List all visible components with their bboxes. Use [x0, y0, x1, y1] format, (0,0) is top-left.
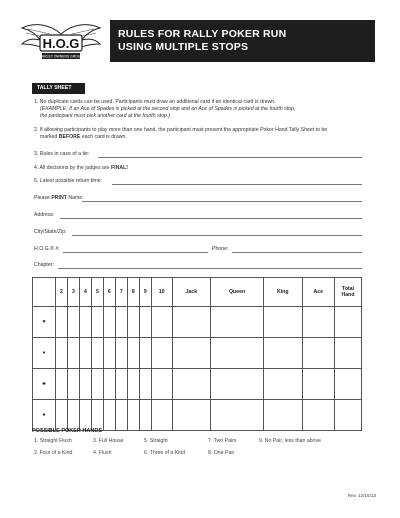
tally-cell[interactable]: [56, 400, 68, 431]
hand-item: 9. No Pair, less than above: [259, 438, 321, 444]
tally-cell[interactable]: [103, 338, 115, 369]
rule-5: 5. Latest possible return time:: [34, 178, 103, 184]
col-header: Queen: [211, 278, 264, 307]
hand-item: 8. One Pair: [208, 450, 235, 456]
rule-2-pre: marked: [40, 134, 59, 140]
rule-1-text: 1. No duplicate cards can be used. Participants must draw an additional card if an identical card is drawn.: [34, 99, 276, 105]
tally-cell[interactable]: [103, 369, 115, 400]
tally-cell[interactable]: [139, 307, 151, 338]
rule-4-bold: FINAL!: [111, 165, 128, 171]
total-cell[interactable]: [335, 369, 362, 400]
city-state-zip-field[interactable]: [72, 235, 362, 236]
tally-cell[interactable]: [211, 338, 264, 369]
tally-cell[interactable]: [56, 307, 68, 338]
tally-cell[interactable]: [67, 338, 79, 369]
col-header: 4: [79, 278, 91, 307]
tally-cell[interactable]: [302, 400, 334, 431]
tally-cell[interactable]: [151, 338, 172, 369]
col-header: 3: [67, 278, 79, 307]
tally-cell[interactable]: [91, 369, 103, 400]
tally-cell[interactable]: [103, 307, 115, 338]
chapter-label: Chapter:: [34, 262, 54, 268]
phone-label: Phone:: [212, 246, 229, 252]
rule-3: 3. Rules in case of a tie:: [34, 151, 90, 157]
hand-item: 4. Flush: [93, 450, 112, 456]
hog-number-label: H.O.G.® #:: [34, 246, 60, 252]
tally-cell[interactable]: [103, 400, 115, 431]
tally-cell[interactable]: [139, 400, 151, 431]
name-label-pre: Please: [34, 195, 52, 201]
name-label-bold: PRINT: [51, 195, 67, 201]
clubs-icon: ♣: [33, 369, 56, 400]
tally-cell[interactable]: [302, 307, 334, 338]
return-time-field[interactable]: [112, 184, 362, 185]
tally-cell[interactable]: [91, 338, 103, 369]
total-cell[interactable]: [335, 307, 362, 338]
tally-cell[interactable]: [56, 338, 68, 369]
total-cell[interactable]: [335, 338, 362, 369]
total-hand-header: [335, 278, 362, 307]
name-label-post: Name:: [66, 195, 84, 201]
hand-item: 3. Full House: [93, 438, 124, 444]
col-header: Ace: [302, 278, 334, 307]
corner-cell: [33, 278, 56, 307]
tally-cell[interactable]: [302, 338, 334, 369]
rule-1-example: (EXAMPLE: If an Ace of Spades is picked at the second stop and an Ace of Spades is picked at the fourth stop,: [40, 106, 296, 112]
spades-icon: ♠: [33, 400, 56, 431]
col-header: Jack: [172, 278, 211, 307]
hand-item: 5. Straight: [144, 438, 168, 444]
tally-cell[interactable]: [172, 338, 211, 369]
tally-cell[interactable]: [127, 338, 139, 369]
tally-cell[interactable]: [127, 400, 139, 431]
tally-cell[interactable]: [139, 338, 151, 369]
tally-cell[interactable]: [172, 369, 211, 400]
hand-label: Hand: [341, 292, 355, 298]
hog-logo: [20, 20, 102, 62]
total-cell[interactable]: [335, 400, 362, 431]
tally-cell[interactable]: [67, 400, 79, 431]
tally-sheet-label: TALLY SHEET: [32, 83, 85, 94]
logo-subtext: HARLEY OWNERS GROUP: [39, 54, 83, 59]
poker-hands-title: POSSIBLE POKER HANDS: [32, 428, 102, 434]
name-label: [34, 195, 84, 203]
tally-cell[interactable]: [115, 307, 127, 338]
table-row-hearts: [33, 307, 362, 338]
tally-cell[interactable]: [151, 307, 172, 338]
hog-number-field[interactable]: [63, 252, 208, 253]
tally-cell[interactable]: [211, 400, 264, 431]
hand-item: 2. Four of a Kind: [34, 450, 73, 456]
tally-cell[interactable]: [67, 369, 79, 400]
tally-cell[interactable]: [115, 369, 127, 400]
revision-date: Rev. 12/15/13: [347, 493, 376, 498]
tally-cell[interactable]: [151, 369, 172, 400]
col-header: 5: [91, 278, 103, 307]
rule-4: [34, 165, 128, 173]
address-field[interactable]: [60, 218, 362, 219]
chapter-field[interactable]: [58, 268, 362, 269]
col-header: 8: [127, 278, 139, 307]
tally-table: [32, 277, 362, 431]
rule-2-bold: BEFORE: [58, 134, 81, 140]
table-header-row: [33, 278, 362, 307]
tally-cell[interactable]: [115, 400, 127, 431]
tally-cell[interactable]: [56, 369, 68, 400]
rule-1: [34, 99, 364, 120]
tally-cell[interactable]: [211, 369, 264, 400]
tally-cell[interactable]: [67, 307, 79, 338]
tally-cell[interactable]: [172, 400, 211, 431]
rule-2-post: each card is drawn.: [80, 134, 127, 140]
col-header: 10: [151, 278, 172, 307]
page-title-line1: RULES FOR RALLY POKER RUN: [118, 28, 287, 40]
table-row-spades: [33, 400, 362, 431]
tally-cell[interactable]: [115, 338, 127, 369]
hand-item: 6. Three of a Kind: [144, 450, 186, 456]
tally-cell[interactable]: [127, 307, 139, 338]
tally-cell[interactable]: [263, 307, 302, 338]
tie-rules-field[interactable]: [98, 157, 362, 158]
tally-cell[interactable]: [263, 400, 302, 431]
tally-cell[interactable]: [91, 307, 103, 338]
rule-4-pre: 4. All decisions by the judges are: [34, 165, 111, 171]
city-label: City/State/Zip:: [34, 229, 67, 235]
col-header: 7: [115, 278, 127, 307]
rule-2-text: 2. If allowing participants to play more than one hand, the participant must present the appropriate Poker Hand Tally Sheet to be: [34, 127, 328, 133]
tally-cell[interactable]: [263, 369, 302, 400]
tally-cell[interactable]: [79, 400, 91, 431]
total-label: Total: [341, 286, 354, 292]
tally-cell[interactable]: [211, 307, 264, 338]
col-header: 9: [139, 278, 151, 307]
hearts-icon: ♥: [33, 307, 56, 338]
page-title-line2: USING MULTIPLE STOPS: [118, 41, 249, 53]
name-field[interactable]: [82, 201, 362, 202]
table-row-clubs: [33, 369, 362, 400]
tally-cell[interactable]: [172, 307, 211, 338]
tally-cell[interactable]: [91, 400, 103, 431]
col-header: 6: [103, 278, 115, 307]
tally-cell[interactable]: [263, 338, 302, 369]
tally-cell[interactable]: [139, 369, 151, 400]
col-header: 2: [56, 278, 68, 307]
header: [20, 20, 375, 62]
hand-item: 7. Two Pairs: [208, 438, 237, 444]
tally-cell[interactable]: [79, 369, 91, 400]
table-row-diamonds: [33, 338, 362, 369]
rule-2: [34, 127, 364, 141]
title-bar: [110, 20, 375, 62]
tally-cell[interactable]: [127, 369, 139, 400]
tally-cell[interactable]: [302, 369, 334, 400]
rule-1-example-cont: the participant must pick another card at the fourth stop.): [40, 113, 171, 119]
address-label: Address:: [34, 212, 55, 218]
col-header: King: [263, 278, 302, 307]
diamonds-icon: ♦: [33, 338, 56, 369]
tally-cell[interactable]: [151, 400, 172, 431]
logo-text: H.O.G: [42, 36, 80, 51]
phone-field[interactable]: [232, 252, 362, 253]
hand-item: 1. Straight Flush: [34, 438, 72, 444]
tally-cell[interactable]: [79, 338, 91, 369]
tally-cell[interactable]: [79, 307, 91, 338]
